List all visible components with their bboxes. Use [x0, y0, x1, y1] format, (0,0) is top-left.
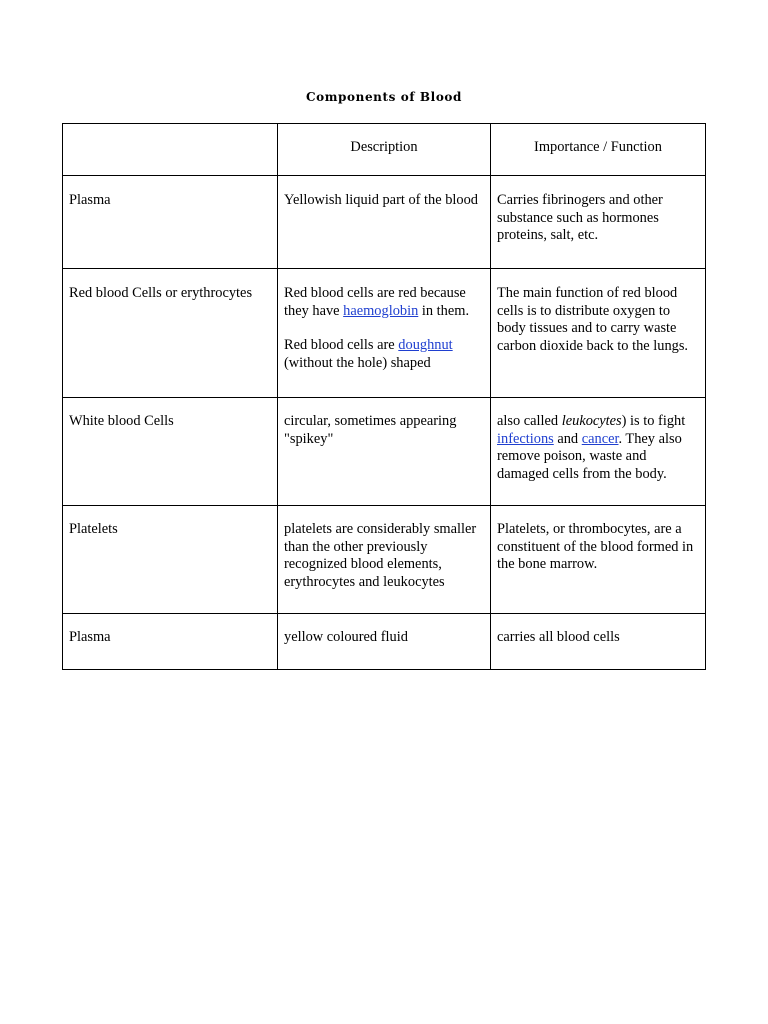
- description-text: Red blood cells are: [284, 337, 399, 353]
- row-description: Yellowish liquid part of the blood: [278, 176, 491, 269]
- infections-link[interactable]: infections: [497, 430, 554, 447]
- table-row: [63, 269, 706, 398]
- description-text: Red blood cells are red because they have: [284, 285, 466, 319]
- row-function: Carries fibrinogers and other substance such as hormones proteins, salt, etc.: [491, 176, 706, 269]
- table-row: [63, 614, 706, 670]
- function-text: . They also remove poison, waste and damaged cells from the body.: [497, 430, 682, 482]
- row-label-red-blood-cells: Red blood Cells or erythrocytes: [63, 269, 278, 398]
- row-label-plasma-2: Plasma: [63, 614, 278, 670]
- function-text: ) is to fight: [621, 413, 686, 429]
- page-title: Components of Blood: [305, 90, 463, 104]
- cancer-link[interactable]: cancer: [581, 430, 619, 447]
- description-paragraph-2: [284, 337, 484, 372]
- header-cell-description: Description: [278, 124, 491, 176]
- header-cell-function: Importance / Function: [491, 124, 706, 176]
- row-function: Platelets, or thrombocytes, are a constituent of the blood formed in the bone marrow.: [491, 506, 706, 614]
- row-description: circular, sometimes appearing "spikey": [278, 398, 491, 506]
- row-description: [278, 269, 491, 398]
- row-description: platelets are considerably smaller than the other previously recognized blood elements, erythrocytes and leukocytes: [278, 506, 491, 614]
- table-row: [63, 176, 706, 269]
- description-text: in them.: [418, 302, 470, 319]
- row-label-plasma: Plasma: [63, 176, 278, 269]
- row-description: yellow coloured fluid: [278, 614, 491, 670]
- function-text: and: [553, 430, 582, 447]
- table-header-row: [63, 124, 706, 176]
- row-function: [491, 398, 706, 506]
- row-function: carries all blood cells: [491, 614, 706, 670]
- table-row: [63, 398, 706, 506]
- row-label-platelets: Platelets: [63, 506, 278, 614]
- function-emphasis: leukocytes: [561, 413, 622, 429]
- function-text: also called: [497, 413, 562, 429]
- description-text: (without the hole) shaped: [284, 354, 431, 371]
- row-function: The main function of red blood cells is to distribute oxygen to body tissues and to carry waste carbon dioxide back to the lungs.: [491, 269, 706, 398]
- doughnut-link[interactable]: doughnut: [398, 337, 453, 353]
- row-label-white-blood-cells: White blood Cells: [63, 398, 278, 506]
- header-cell-empty: [63, 124, 278, 176]
- table-row: [63, 506, 706, 614]
- blood-components-table: [62, 123, 706, 670]
- haemoglobin-link[interactable]: haemoglobin: [343, 302, 419, 319]
